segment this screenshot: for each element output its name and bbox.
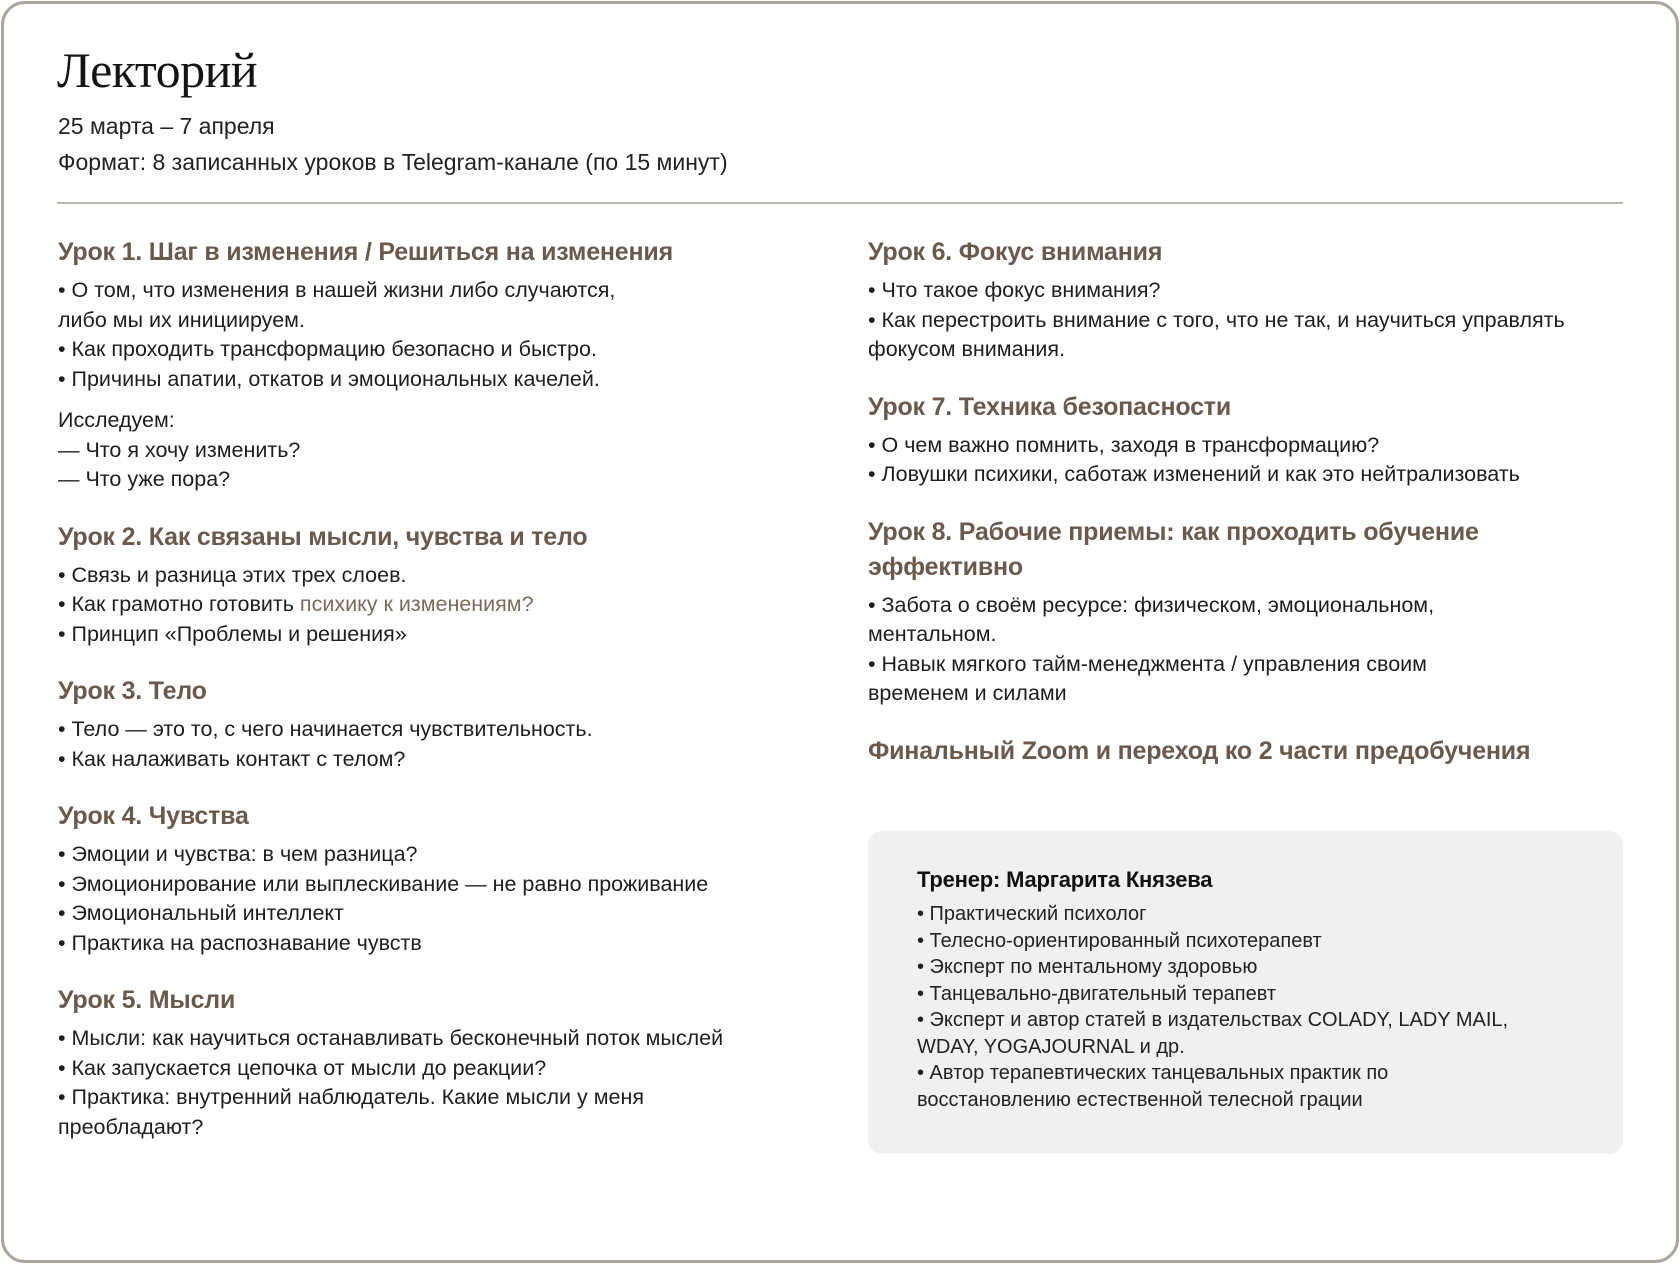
lesson-6 <box>868 235 1638 365</box>
list-item: • Автор терапевтических танцевальных практик по <box>917 1062 1389 1084</box>
lesson-title: Урок 6. Фокус внимания <box>868 238 1163 266</box>
list-item: восстановлению естественной телесной грации <box>917 1088 1363 1111</box>
list-item: ментальном. <box>868 622 997 646</box>
list-item: • Мысли: как научиться останавливать бесконечный поток мыслей <box>58 1026 724 1050</box>
lesson-4 <box>58 799 848 958</box>
lesson-title: Урок 7. Техника безопасности <box>868 392 1232 421</box>
list-item: • Практический психолог <box>917 903 1147 925</box>
course-dates: 25 марта – 7 апреля <box>58 113 275 139</box>
list-item: • Эмоционирование или выплескивание — не равно проживание <box>58 871 709 896</box>
lesson-items <box>868 431 1638 490</box>
left-column <box>58 235 848 1142</box>
lesson-8 <box>868 515 1638 709</box>
lesson-title-line: Урок 8. Рабочие приемы: как проходить обучение <box>868 517 1479 546</box>
list-item: WDAY, YOGAJOURNAL и др. <box>917 1035 1185 1058</box>
list-item: преобладают? <box>58 1114 204 1139</box>
list-item: • Забота о своём ресурсе: физическом, эмоциональном, <box>868 592 1435 617</box>
list-item: • Эксперт и автор статей в издательствах COLADY, LADY MAIL, <box>917 1009 1509 1031</box>
lesson-items <box>58 276 848 394</box>
list-item <box>58 590 848 620</box>
item-text: • Как грамотно готовить <box>58 592 300 616</box>
list-item: • Что такое фокус внимания? <box>868 278 1161 302</box>
explore-item: — Что я хочу изменить? <box>58 437 301 462</box>
header-divider <box>57 202 1623 204</box>
explore-item: — Что уже пора? <box>58 467 231 491</box>
lesson-3 <box>58 674 848 774</box>
lesson-title <box>868 515 1638 585</box>
lesson-title-line: эффективно <box>868 552 1023 581</box>
lesson-items <box>868 591 1638 709</box>
list-item: • Причины апатии, откатов и эмоциональных качелей. <box>58 366 600 391</box>
lesson-1 <box>58 235 848 495</box>
explore-label: Исследуем: <box>58 408 175 432</box>
lesson-title: Урок 5. Мысли <box>58 986 236 1014</box>
list-item: • Эмоциональный интеллект <box>58 901 344 925</box>
explore-block <box>58 406 848 495</box>
lesson-items <box>58 1024 848 1142</box>
list-item: • Практика: внутренний наблюдатель. Какие мысли у меня <box>58 1085 644 1109</box>
lesson-title: Урок 2. Как связаны мысли, чувства и тело <box>58 522 588 551</box>
right-column <box>868 235 1638 769</box>
list-item: • Принцип «Проблемы и решения» <box>58 621 407 646</box>
lesson-items <box>868 276 1638 365</box>
list-item: • Танцевально-двигательный терапевт <box>917 982 1277 1005</box>
list-item: • Как налаживать контакт с телом? <box>58 746 406 771</box>
list-item: фокусом внимания. <box>868 337 1066 361</box>
trainer-title: Тренер: Маргарита Князева <box>917 867 1213 892</box>
lesson-items <box>58 715 848 774</box>
list-item: • О чем важно помнить, заходя в трансформацию? <box>868 432 1380 457</box>
list-item: • Связь и разница этих трех слоев. <box>58 562 407 587</box>
lesson-2 <box>58 520 848 650</box>
list-item: • Как проходить трансформацию безопасно и быстро. <box>58 337 597 361</box>
list-item: • Практика на распознавание чувств <box>58 930 422 955</box>
list-item: • Ловушки психики, саботаж изменений и как это нейтрализовать <box>868 462 1520 486</box>
lesson-title: Урок 1. Шаг в изменения / Решиться на изменения <box>58 238 673 266</box>
list-item: временем и силами <box>868 681 1067 705</box>
lesson-title: Урок 4. Чувства <box>58 802 249 830</box>
list-item: либо мы их инициируем. <box>58 307 305 332</box>
list-item: • Навык мягкого тайм-менеджмента / управления своим <box>868 651 1427 676</box>
lesson-7 <box>868 390 1638 490</box>
lesson-items <box>58 561 848 650</box>
trainer-card <box>868 831 1623 1154</box>
course-meta <box>58 108 728 180</box>
page-title: Лекторий <box>57 42 258 98</box>
list-item: • Эмоции и чувства: в чем разница? <box>58 842 418 866</box>
lesson-items <box>58 840 848 958</box>
list-item: • Эксперт по ментальному здоровью <box>917 956 1258 978</box>
list-item: • Тело — это то, с чего начинается чувствительность. <box>58 717 593 741</box>
accent-text: психику к изменениям? <box>299 592 534 616</box>
final-session-title: Финальный Zoom и переход ко 2 части предобучения <box>868 736 1531 765</box>
final-session <box>868 734 1638 769</box>
list-item: • Как запускается цепочка от мысли до реакции? <box>58 1055 547 1080</box>
lesson-5 <box>58 983 848 1142</box>
course-format: Формат: 8 записанных уроков в Telegram-канале (по 15 минут) <box>58 149 728 175</box>
trainer-credentials <box>917 901 1597 1113</box>
list-item: • О том, что изменения в нашей жизни либо случаются, <box>58 278 616 302</box>
lesson-title: Урок 3. Тело <box>58 677 207 705</box>
list-item: • Телесно-ориентированный психотерапевт <box>917 929 1322 952</box>
list-item: • Как перестроить внимание с того, что не так, и научиться управлять <box>868 307 1565 332</box>
